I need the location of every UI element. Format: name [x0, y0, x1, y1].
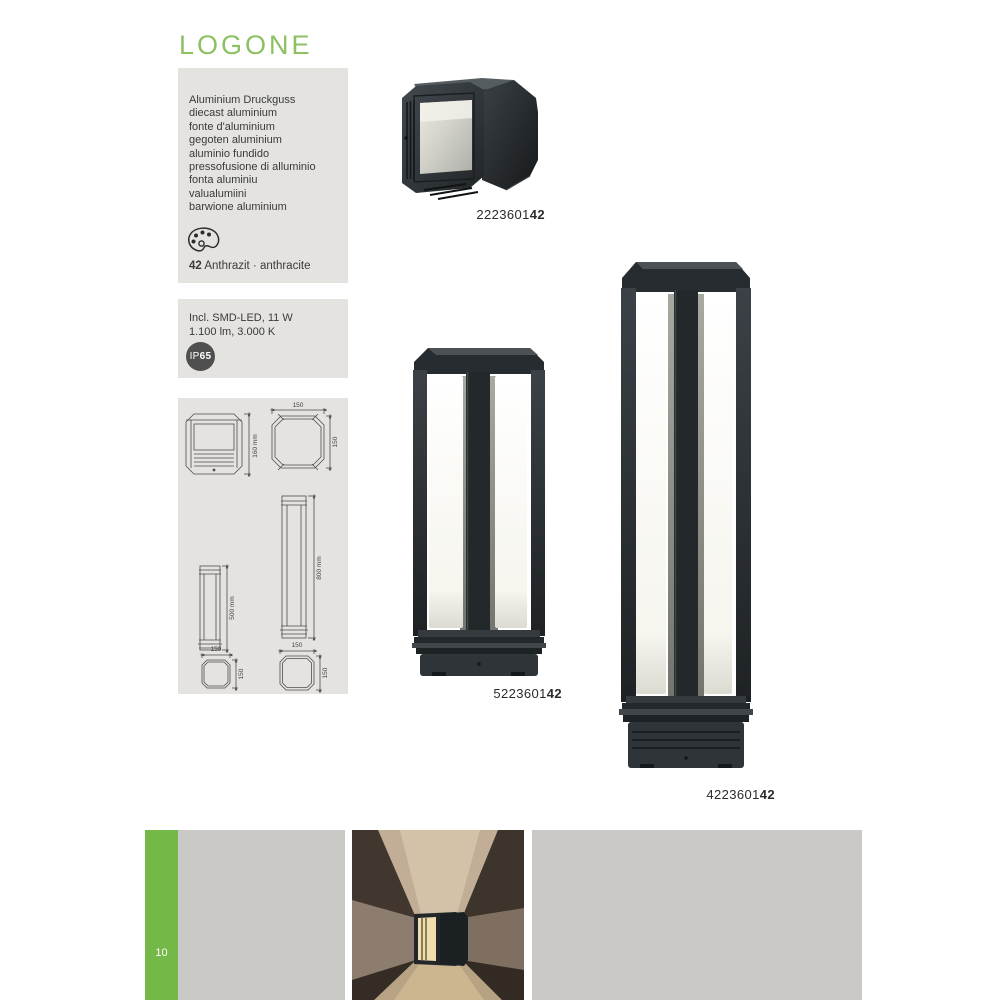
bollard-800-photo	[616, 256, 756, 780]
material-line: fonta aluminiu	[189, 174, 258, 187]
material-line: barwione aluminium	[189, 201, 287, 214]
material-line: fonte d'aluminium	[189, 120, 275, 133]
ip65-badge	[186, 342, 215, 371]
technical-drawings-box	[178, 398, 348, 694]
ip-prefix: IP	[189, 351, 200, 362]
bollard-500-side-view	[198, 566, 229, 650]
dim-tall-height: 800 mm	[316, 556, 323, 580]
product-code-wall-lamp	[425, 207, 545, 222]
material-line: aluminio fundido	[189, 147, 270, 160]
material-line: Aluminium Druckguss	[189, 94, 296, 106]
bollard-800-side-view	[280, 496, 316, 638]
material-line: gegoten aluminium	[189, 134, 282, 147]
code-prefix: 4223601	[706, 787, 760, 802]
photo-placeholder-left	[178, 830, 345, 1000]
led-info-box	[178, 299, 348, 378]
dim-short-height: 500 mm	[229, 596, 236, 620]
finish-label	[189, 260, 310, 272]
led-specs	[189, 311, 293, 339]
material-line: valualumiini	[189, 187, 247, 200]
dim-top-depth: 150	[332, 436, 339, 448]
finish-text: Anthrazit · anthracite	[201, 260, 311, 272]
materials-box	[178, 68, 348, 283]
materials-list	[189, 94, 316, 215]
page-number: 10	[155, 947, 168, 959]
led-spec-line: Incl. SMD-LED, 11 W	[189, 312, 293, 324]
base-small-top-view	[202, 653, 238, 688]
finish-code: 42	[189, 260, 202, 272]
wall-lamp-top-view	[272, 408, 332, 470]
material-line: diecast aluminium	[189, 107, 278, 120]
led-spec-line: 1.100 lm, 3.000 K	[189, 326, 276, 338]
dim-base-large-width: 150	[291, 642, 303, 649]
wall-lamp-photo	[394, 72, 542, 204]
color-palette-icon	[186, 226, 222, 254]
photo-placeholder-right	[532, 830, 862, 1000]
ambience-photo-wall-lamp	[352, 830, 524, 1000]
dim-base-small-depth: 150	[238, 668, 245, 680]
product-code-bollard-500	[442, 686, 562, 701]
technical-drawings	[178, 398, 348, 694]
base-large-top-view	[280, 649, 322, 690]
dim-wall-height: 160 mm	[252, 434, 259, 458]
code-prefix: 5223601	[493, 686, 547, 701]
ip-value: 65	[199, 351, 212, 362]
dim-base-large-depth: 150	[322, 667, 329, 679]
dim-top-width: 150	[292, 402, 304, 409]
code-suffix: 42	[759, 787, 775, 802]
material-line: pressofusione di alluminio	[189, 161, 316, 174]
dim-base-small-width: 150	[210, 646, 222, 653]
code-prefix: 2223601	[476, 207, 530, 222]
code-suffix: 42	[546, 686, 562, 701]
wall-lamp-front-view	[186, 414, 251, 474]
page-title: LOGONE	[179, 30, 313, 60]
code-suffix: 42	[529, 207, 545, 222]
bollard-500-photo	[410, 342, 548, 678]
green-side-bar	[145, 830, 178, 1000]
product-code-bollard-800	[655, 787, 775, 802]
